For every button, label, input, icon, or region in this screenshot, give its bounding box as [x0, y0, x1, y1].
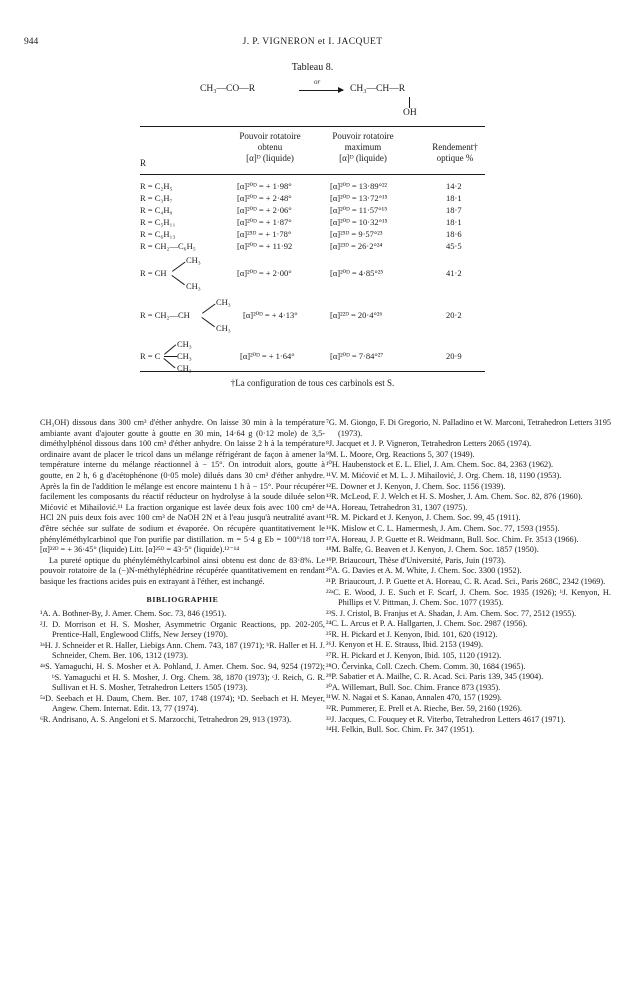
- row-7-group-1: CH₃: [186, 255, 201, 265]
- running-head: J. P. VIGNERON et I. JACQUET: [242, 37, 383, 47]
- reaction-substituent: OH: [403, 108, 417, 118]
- row-4-yield: 18·1: [446, 217, 462, 227]
- reference-item: ²⁵R. H. Pickard et J. Kenyon, Ibid. 101, 620 (1912).: [326, 629, 498, 639]
- reference-item: ¹A. A. Bothner-By, J. Amer. Chem. Soc. 73, 846 (1951).: [40, 609, 227, 619]
- row-7-bond-down: [171, 275, 185, 285]
- row-9-group-1: CH₃: [177, 339, 192, 349]
- header-yield: [420, 142, 490, 164]
- reference-item: ²²ᵃC. E. Wood, J. E. Such et F. Scarf, J. Chem. Soc. 1935 (1926); ᵇJ. Kenyon, H. Phillips et V. Pittman, J. Chem. Soc. 1077 (1935).: [326, 587, 611, 608]
- row-6-obtained: [α]²⁰ᴰ = + 11·92: [237, 241, 293, 251]
- header-obtained-line1: Pouvoir rotatoire: [239, 131, 301, 141]
- row-5-yield: 18·6: [446, 229, 462, 239]
- header-yield-line1: Rendement†: [432, 142, 478, 152]
- reference-item: ¹¹V. M. Mićović et M. L. J. Mihailović, J. Org. Chem. 18, 1190 (1953).: [326, 470, 562, 480]
- reference-item: ⁹M. L. Moore, Org. Reactions 5, 307 (1949).: [326, 449, 475, 459]
- row-9-maximum: [α]²⁰ᴰ = 7·84°²⁷: [330, 351, 384, 361]
- reference-item: ²⁷R. H. Pickard et J. Kenyon, Ibid. 105, 1120 (1912).: [326, 651, 502, 661]
- row-9-prefix: R = C: [140, 351, 161, 361]
- reference-item: ³³J. Jacques, C. Fouquey et R. Viterbo, Tetrahedron Letters 4617 (1971).: [326, 714, 566, 724]
- row-9-group-3: CH₃: [177, 363, 192, 373]
- reaction-bond: [409, 97, 410, 108]
- reaction-condition: or: [314, 78, 321, 86]
- right-column: [326, 418, 611, 736]
- row-1-obtained: [α]²⁰ᴰ = + 1·98°: [237, 181, 292, 191]
- header-maximum-line2: maximum: [344, 142, 382, 152]
- row-9-group-2: CH₃: [177, 351, 192, 361]
- reference-item: ³¹W. N. Nagai et S. Kanao, Annalen 470, 157 (1929).: [326, 693, 502, 703]
- row-3-r: R = C₄H₉: [140, 205, 173, 215]
- row-8-prefix: R = CH₂—CH: [140, 310, 190, 320]
- reference-item: ²⁹P. Sabatier et A. Mailhe, C. R. Acad. Sci. Paris 139, 345 (1904).: [326, 672, 544, 682]
- row-8-group-1: CH₃: [216, 297, 231, 307]
- header-obtained: [225, 131, 315, 164]
- reference-item: ⁷G. M. Giongo, F. Di Gregorio, N. Palladino et W. Marconi, Tetrahedron Letters 3195 (1973).: [326, 418, 611, 438]
- row-7-bond-up: [172, 262, 186, 272]
- header-maximum-line3: [α]ᴰ (liquide): [339, 153, 387, 163]
- reference-item: ¹⁶K. Mislow et C. L. Hamermesh, J. Am. Chem. Soc. 77, 1593 (1955).: [326, 523, 560, 533]
- reference-item: ²¹P. Briaucourt, J. P. Guette et A. Horeau, C. R. Acad. Sci., Paris 268C, 2342 (1969).: [326, 576, 606, 586]
- reference-item: ²⁰A. G. Davies et A. M. White, J. Chem. Soc. 3300 (1952).: [326, 566, 522, 576]
- row-9-bond-down: [163, 358, 175, 368]
- table-footnote: †La configuration de tous ces carbinols est S.: [230, 378, 395, 388]
- reference-item: ¹⁸M. Balfe, G. Beaven et J. Kenyon, J. Chem. Soc. 1857 (1950).: [326, 545, 539, 555]
- row-6-yield: 45·5: [446, 241, 462, 251]
- reference-item: ¹⁵R. M. Pickard et J. Kenyon, J. Chem. Soc. 99, 45 (1911).: [326, 513, 521, 523]
- reference-item: ¹⁹P. Briaucourt, Thèse d'Université, Paris, Juin (1973).: [326, 555, 506, 565]
- reference-item: ⁶R. Andrisano, A. S. Angeloni et S. Marzocchi, Tetrahedron 29, 913 (1973).: [40, 715, 292, 725]
- row-7-maximum: [α]²⁰ᴰ = 4·85°²⁵: [330, 268, 384, 278]
- reference-item: ⁵ᵃD. Seebach et H. Daum, Chem. Ber. 107, 1748 (1974); ᵇD. Seebach et H. Meyer, Angew. Chem. Internat. Edit. 13, 77 (1974).: [40, 693, 325, 714]
- reference-item: ²³S. J. Cristol, B. Franjus et A. Shadan, J. Am. Chem. Soc. 77, 2512 (1955).: [326, 608, 577, 618]
- row-8-maximum: [α]²²ᴰ = 20·4°²⁶: [330, 310, 383, 320]
- header-obtained-line3: [α]ᴰ (liquide): [246, 153, 294, 163]
- reference-item: ¹²E. Downer et J. Kenyon, J. Chem. Soc. 1156 (1939).: [326, 481, 506, 491]
- row-3-obtained: [α]²⁰ᴰ = + 2·06°: [237, 205, 292, 215]
- page-number: 944: [24, 37, 39, 47]
- reference-item: ²⁶J. Kenyon et H. E. Strauss, Ibid. 2153 (1949).: [326, 640, 484, 650]
- row-6-r: R = CH₂—C₆H₅: [140, 241, 196, 251]
- row-9-bond-mid: [164, 356, 177, 357]
- row-3-yield: 18·7: [446, 205, 462, 215]
- bibliography-title: BIBLIOGRAPHIE: [146, 594, 219, 604]
- row-2-obtained: [α]²⁰ᴰ = + 2·48°: [237, 193, 292, 203]
- row-4-obtained: [α]²⁰ᴰ = + 1·87°: [237, 217, 292, 227]
- row-4-r: R = C₅H₁₁: [140, 217, 176, 227]
- reference-item: ³⁰A. Willemart, Bull. Soc. Chim. France 873 (1935).: [326, 682, 501, 692]
- row-8-bond-down: [201, 317, 215, 327]
- reference-item: ³²R. Pummerer, E. Prell et A. Rieche, Ber. 59, 2160 (1926).: [326, 704, 522, 714]
- row-7-yield: 41·2: [446, 268, 462, 278]
- reference-item: ²⁸O. Červinka, Coll. Czech. Chem. Comm. 30, 1684 (1965).: [326, 661, 526, 671]
- row-1-r: R = C₂H₅: [140, 181, 173, 191]
- table-top-rule: [140, 126, 485, 127]
- table-header-rule: [140, 174, 485, 175]
- row-9-bond-up: [164, 344, 176, 354]
- header-yield-line2: optique %: [436, 153, 474, 163]
- reference-item: ¹³R. McLeod, F. J. Welch et H. S. Mosher, J. Am. Chem. Soc. 82, 876 (1960).: [326, 492, 583, 502]
- header-obtained-line2: obtenu: [257, 142, 283, 152]
- row-5-r: R = C₆H₁₃: [140, 229, 176, 239]
- row-8-obtained: [α]²⁰ᴰ = + 4·13°: [243, 310, 298, 320]
- header-maximum: [318, 131, 408, 164]
- row-1-yield: 14·2: [446, 181, 462, 191]
- reference-item: ³ᵃH. J. Schneider et R. Haller, Liebigs Ann. Chem. 743, 187 (1971); ᵇR. Haller et H. J. Schneider, Chem. Ber. 106, 1312 (1973).: [40, 640, 325, 661]
- reference-item: ¹⁰H. Haubenstock et E. L. Eliel, J. Am. Chem. Soc. 84, 2363 (1962).: [326, 460, 554, 470]
- row-7-obtained: [α]²⁰ᴰ = + 2·00°: [237, 268, 292, 278]
- row-2-r: R = C₃H₇: [140, 193, 173, 203]
- row-8-yield: 20·2: [446, 310, 462, 320]
- reaction-scheme: [200, 78, 440, 122]
- reaction-product: CH₃—CH—R: [350, 84, 406, 94]
- body-paragraph-1: CH₃OH) dissous dans 300 cm³ d'éther anhydre. On laisse 30 min à la température ambiante avant d'ajouter goutte à goutte en 30 min, 14·64 g (0·12 mole) de 3,5-diméthylphénol dissous dans 100 cm³ d'éther anhydre. On laisse 2 h à la température ordinaire avant de placer le tricol dans un mélange réfrigérant de façon à amener la température interne du mélange réactionnel à − 15°. On introduit alors, goutte à goutte, en 2 h, 6 g d'acétophénone (0·05 mole) dilués dans 30 cm³ d'éther anhydre. Après la fin de l'addition le mélange est encore maintenu 1 h à − 15°. Pour récupérer facilement les composants du réactif réducteur on hydrolyse à la soude diluée selon Mićović et Mihailović.¹¹ La fraction organique est lavée deux fois avec 100 cm³ de HCl 2N puis deux fois avec 100 cm³ de NaOH 2N et à l'eau jusqu'à neutralité avant d'être séchée sur sulfate de sodium et évaporée. On récupère quantitativement le phényléméthylcarbinol que l'on purifie par distillation. m = 5·4 g Eb = 100°/18 torr [α]²²ᴰ = + 36·45° (liquide) Litt. [α]²⁵ᴰ = 43·5° (liquide).¹²⁻¹⁴: [40, 418, 325, 555]
- row-5-maximum: [α]²⁵ᴰ = 9·57°²³: [330, 229, 383, 239]
- row-9-obtained: [α]²⁰ᴰ = + 1·64°: [240, 351, 295, 361]
- reference-item: ²⁴C. L. Arcus et P. A. Hallgarten, J. Chem. Soc. 2987 (1956).: [326, 619, 528, 629]
- row-6-maximum: [α]²³ᴰ = 26·2°²⁴: [330, 241, 383, 251]
- row-7-prefix: R = CH: [140, 268, 167, 278]
- reaction-arrow-icon: [299, 90, 343, 91]
- row-4-maximum: [α]²⁰ᴰ = 10·32°¹⁵: [330, 217, 388, 227]
- row-8-bond-up: [202, 304, 216, 314]
- row-2-yield: 18·1: [446, 193, 462, 203]
- row-3-maximum: [α]²⁰ᴰ = 11·57°¹⁵: [330, 205, 388, 215]
- row-9-yield: 20·9: [446, 351, 462, 361]
- reference-item: ¹⁴A. Horeau, Tetrahedron 31, 1307 (1975).: [326, 502, 468, 512]
- reaction-reactant: CH₃—CO—R: [200, 84, 256, 94]
- reference-item: ¹⁷A. Horeau, J. P. Guette et R. Weidmann, Bull. Soc. Chim. Fr. 3513 (1966).: [326, 534, 579, 544]
- row-1-maximum: [α]²⁰ᴰ = 13·89°²²: [330, 181, 388, 191]
- row-8-group-2: CH₃: [216, 323, 231, 333]
- row-2-maximum: [α]²⁰ᴰ = 13·72°¹⁵: [330, 193, 388, 203]
- reference-item: ²J. D. Morrison et H. S. Mosher, Asymmetric Organic Reactions, pp. 202-205, Prentice-Hall, Englewood Cliffs, New Jersey (1970).: [40, 619, 325, 640]
- body-paragraph-2: La pureté optique du phényléméthylcarbinol ainsi obtenu est donc de 83·8%. Le pouvoir rotatoire de la (−)N-méthyléphédrine récupérée quantitativement en rendant basique les fractions acides puis en extrayant à l'éther, est inchangé.: [40, 555, 325, 586]
- reference-item: ⁴ᵃS. Yamaguchi, H. S. Mosher et A. Pohland, J. Amer. Chem. Soc. 94, 9254 (1972); ᵇS. Yamaguchi et H. S. Mosher, J. Org. Chem. 38, 1870 (1973); ᶜJ. Reich, G. R. Sullivan et H. S. Mosher, Tetrahedron Letters 1505 (1973).: [40, 662, 325, 693]
- header-maximum-line1: Pouvoir rotatoire: [332, 131, 394, 141]
- reference-item: ⁸J. Jacquet et J. P. Vigneron, Tetrahedron Letters 2065 (1974).: [326, 439, 532, 449]
- header-r: R: [140, 158, 147, 168]
- table-title: Tableau 8.: [291, 62, 334, 73]
- left-column: [40, 418, 325, 726]
- reference-item: ³⁴H. Felkin, Bull. Soc. Chim. Fr. 347 (1951).: [326, 725, 475, 735]
- row-7-group-2: CH₃: [186, 281, 201, 291]
- row-5-obtained: [α]²⁵ᴰ = + 1·78°: [237, 229, 292, 239]
